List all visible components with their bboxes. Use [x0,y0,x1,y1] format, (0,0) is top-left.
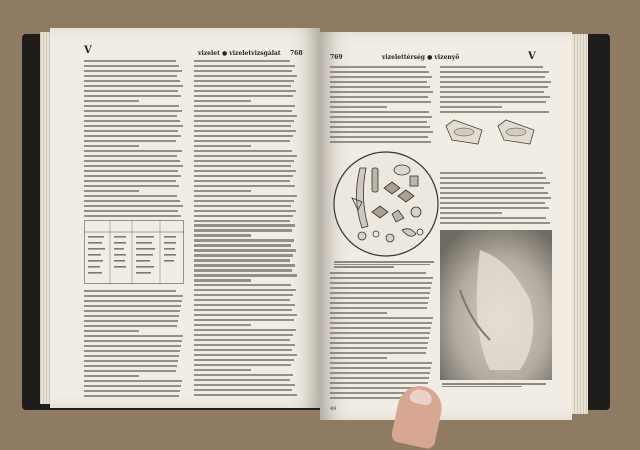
text-line [194,115,297,117]
text-line [440,101,546,103]
text-line [330,302,428,304]
text-line [194,160,294,162]
text-line [440,111,549,113]
text-line [84,345,181,347]
text-line [330,327,431,329]
text-line [84,130,178,132]
text-line [84,100,139,102]
text-line [330,121,427,123]
left-page-letter: V [84,45,92,56]
text-line [84,155,177,157]
text-line [194,329,296,331]
text-line [84,160,180,162]
text-line [330,106,387,108]
text-line [194,324,251,326]
text-line [194,85,291,87]
left-page [50,28,320,408]
text-line [194,299,290,301]
text-line [84,175,181,177]
text-line [194,140,290,142]
text-line [440,212,502,214]
left-text-column-1 [84,60,184,220]
text-line [330,307,427,309]
text-line [84,300,182,302]
text-line [194,389,292,391]
text-line [194,155,297,157]
text-line [440,71,549,73]
text-line [330,277,433,279]
text-line [84,385,181,387]
text-line [330,312,387,314]
text-line [194,65,295,67]
text-line [194,105,295,107]
text-line [440,66,543,68]
text-line [84,195,177,197]
text-line [84,320,178,322]
text-line [194,259,290,261]
left-text-column-2 [194,60,298,399]
text-line [194,205,291,207]
text-line [330,362,432,364]
text-line [194,185,295,187]
text-line [84,205,183,207]
text-line [440,81,551,83]
text-line [330,357,387,359]
text-line [330,287,431,289]
text-line [440,172,543,174]
text-line [194,100,251,102]
text-line [194,374,293,376]
text-line [194,234,251,236]
text-line [194,190,251,192]
text-line [84,200,180,202]
edema-photo-figure [440,230,552,380]
text-line [194,319,294,321]
left-text-column-1-lower [84,290,184,400]
text-line [440,96,550,98]
text-line [84,65,179,67]
text-line [194,384,295,386]
text-line [330,382,428,384]
text-line [194,279,251,281]
text-line [84,330,139,332]
text-line [84,140,176,142]
text-line [194,210,296,212]
text-line [330,347,427,349]
text-line [330,332,430,334]
text-line [330,111,429,113]
text-line [84,80,180,82]
text-line [194,354,297,356]
text-line [330,91,433,93]
text-line [330,317,433,319]
text-line [194,379,290,381]
text-line [194,170,296,172]
text-line [330,292,430,294]
text-line [194,274,297,276]
text-line [330,96,428,98]
text-line [330,377,429,379]
text-line [440,197,551,199]
text-line [440,86,548,88]
page-edges-right [572,34,588,414]
text-line [330,342,428,344]
text-line [440,182,550,184]
text-line [194,254,293,256]
text-line [194,244,291,246]
text-line [84,70,182,72]
text-line [84,185,179,187]
right-page-footer-number: 49 [330,406,337,412]
text-line [84,180,176,182]
right-text-column-2 [440,66,552,116]
text-line [84,305,181,307]
text-line [330,101,431,103]
text-line [194,120,294,122]
text-line [194,249,296,251]
text-line [440,202,545,204]
text-line [194,90,296,92]
text-line [330,372,430,374]
text-line [330,337,429,339]
text-line [194,180,290,182]
urine-sediment-crystals-figure [332,148,440,260]
text-line [84,145,139,147]
text-line [84,215,181,217]
right-page [320,32,572,420]
text-line [194,359,294,361]
text-line [84,75,177,77]
text-line [194,145,251,147]
text-line [194,125,291,127]
text-line [84,135,181,137]
text-line [194,175,293,177]
text-line [84,95,181,97]
text-line [194,165,291,167]
text-line [194,304,295,306]
text-line [194,394,297,396]
text-line [440,177,546,179]
text-line [84,170,178,172]
text-line [84,190,139,192]
text-line [194,135,293,137]
text-line [194,294,293,296]
left-table [84,220,184,284]
left-page-header: vizelet ● vizeletvizsgálat [198,50,281,57]
right-page-letter: V [528,51,536,62]
text-line [194,349,292,351]
text-line [330,367,431,369]
left-page-number: 768 [290,50,303,57]
text-line [194,220,290,222]
text-line [194,309,292,311]
text-line [440,217,546,219]
text-line [330,141,431,143]
text-line [84,295,183,297]
text-line [84,365,177,367]
text-line [84,165,183,167]
text-line [84,125,183,127]
text-line [84,290,176,292]
text-line [84,335,183,337]
text-line [194,344,295,346]
text-line [194,239,294,241]
text-line [84,340,182,342]
text-line [440,187,544,189]
text-line [84,375,139,377]
text-line [330,131,433,133]
text-line [194,264,295,266]
text-line [440,76,545,78]
text-line [194,200,294,202]
text-line [440,106,502,108]
text-line [84,360,178,362]
text-line [330,282,432,284]
text-line [330,322,432,324]
text-line [194,130,296,132]
text-line [84,120,180,122]
right-text-column-1-lower [330,272,434,402]
text-line [194,95,293,97]
text-line [194,369,251,371]
text-line [330,297,429,299]
text-line [84,60,176,62]
text-line [194,339,290,341]
text-line [84,390,180,392]
text-line [330,116,432,118]
text-line [194,269,292,271]
figure-caption-crystals [334,260,438,269]
text-line [330,81,427,83]
text-line [84,380,182,382]
text-line [84,110,182,112]
text-line [84,325,177,327]
text-line [84,370,176,372]
bathtub-drawings-figure [442,116,554,156]
text-line [330,86,430,88]
text-line [330,272,426,274]
text-line [84,105,179,107]
text-line [330,66,426,68]
figure-caption-edema [442,382,550,388]
text-line [84,315,179,317]
text-line [440,91,544,93]
text-line [330,352,426,354]
text-line [84,395,179,397]
text-line [194,195,297,197]
text-line [84,90,178,92]
text-line [84,355,179,357]
text-line [440,207,549,209]
text-line [330,126,430,128]
text-line [194,284,291,286]
text-line [194,229,292,231]
text-line [194,334,293,336]
right-text-column-2-lower [440,172,552,227]
text-line [440,222,550,224]
text-line [84,85,183,87]
text-line [330,71,429,73]
text-line [84,115,177,117]
text-line [194,110,292,112]
right-page-number: 769 [330,54,343,61]
text-line [194,289,296,291]
text-line [194,314,297,316]
right-text-column-1 [330,66,434,146]
right-page-header: vizelettérség ● vizenyő [382,54,460,61]
text-line [84,310,180,312]
text-line [330,76,432,78]
text-line [194,80,294,82]
text-line [440,192,548,194]
text-line [194,60,290,62]
text-line [84,210,178,212]
text-line [194,364,291,366]
text-line [84,150,182,152]
text-line [194,215,293,217]
text-line [194,150,292,152]
text-line [330,136,428,138]
text-line [194,75,297,77]
text-line [194,70,292,72]
text-line [194,224,295,226]
text-line [84,350,180,352]
